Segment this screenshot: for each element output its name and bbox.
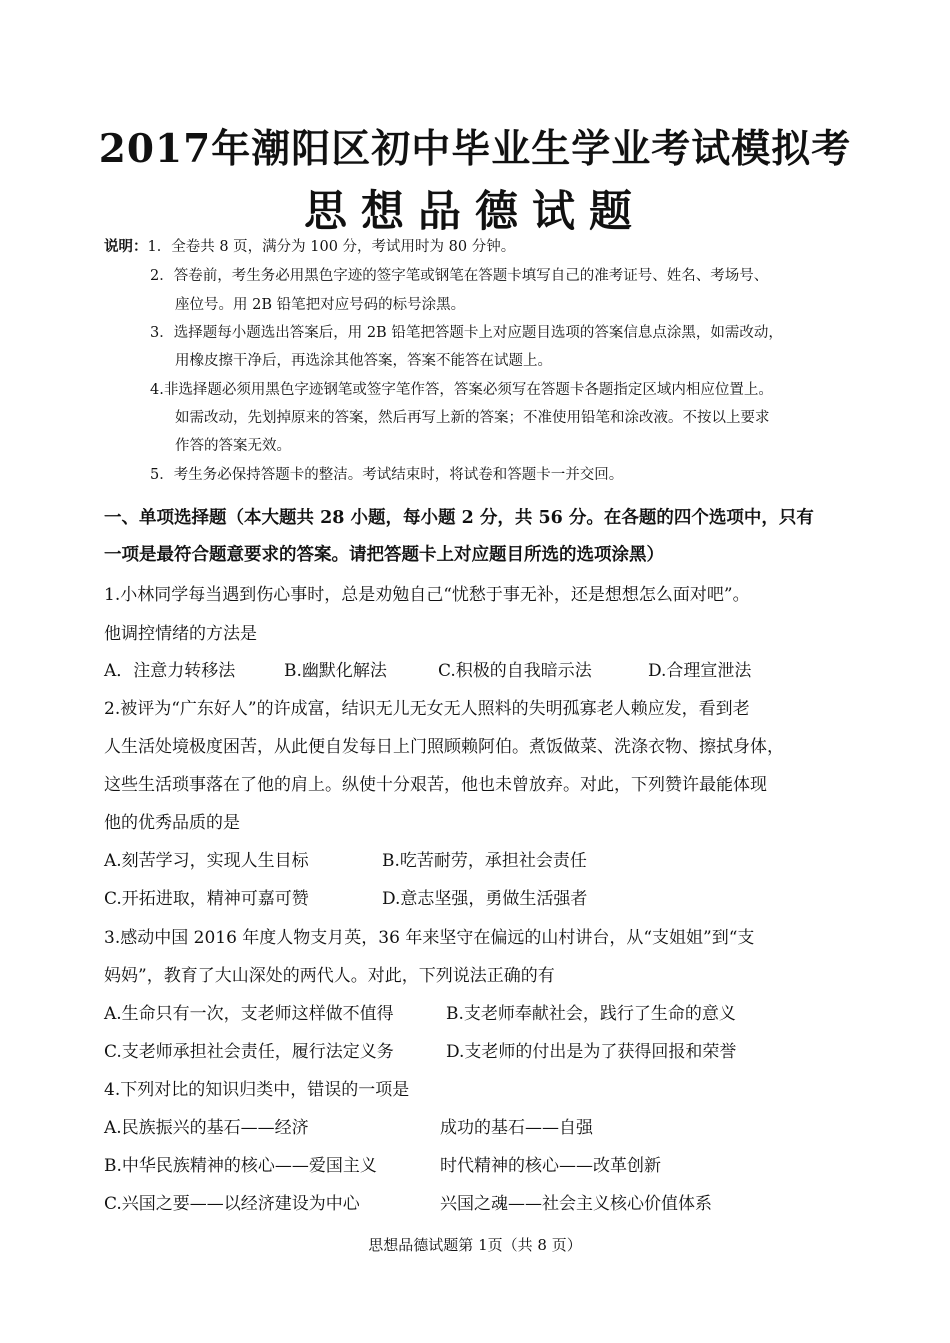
option-a: A．注意力转移法: [104, 661, 236, 681]
exam-title: 2017年潮阳区初中毕业生学业考试模拟考: [98, 126, 852, 172]
option-c-left: C.兴国之要——以经济建设为中心: [104, 1194, 360, 1214]
option-c: C.积极的自我暗示法: [438, 661, 592, 681]
option-a: A.生命只有一次，支老师这样做不值得: [104, 1004, 394, 1024]
instruction-item: 1．全卷共 8 页，满分为 100 分，考试用时为 80 分钟。: [147, 239, 516, 255]
instruction-item: 5．考生务必保持答题卡的整洁。考试结束时，将试卷和答题卡一并交回。: [150, 467, 624, 483]
instruction-item: 座位号。用 2B 铅笔把对应号码的标号涂黑。: [175, 297, 466, 313]
section-heading-cont: 一项是最符合题意要求的答案。请把答题卡上对应题目所选的选项涂黑）: [104, 545, 664, 565]
question-stem: 4.下列对比的知识归类中，错误的一项是: [104, 1080, 410, 1100]
page-footer: 思想品德试题第 1页（共 8 页）: [368, 1236, 582, 1254]
option-a-right: 成功的基石——自强: [440, 1118, 593, 1138]
instruction-item: 4.非选择题必须用黑色字迹钢笔或签字笔作答，答案必须写在答题卡各题指定区域内相应位置上。: [150, 382, 773, 398]
question-stem: 1.小林同学每当遇到伤心事时，总是劝勉自己“忧愁于事无补，还是想想怎么面对吧”。: [104, 585, 750, 605]
option-c: C.支老师承担社会责任，履行法定义务: [104, 1042, 394, 1062]
option-b-left: B.中华民族精神的核心——爱国主义: [104, 1156, 377, 1176]
option-d: D.合理宣泄法: [648, 661, 752, 681]
option-c: C.开拓进取，精神可嘉可赞: [104, 889, 309, 909]
instruction-item: 如需改动，先划掉原来的答案，然后再写上新的答案；不准使用铅笔和涂改液。不按以上要求: [175, 410, 770, 426]
question-stem: 3.感动中国 2016 年度人物支月英，36 年来坚守在偏远的山村讲台，从“支姐姐”到“支: [104, 928, 755, 948]
option-a-left: A.民族振兴的基石——经济: [104, 1118, 309, 1138]
question-stem: 他的优秀品质的是: [104, 813, 240, 833]
option-b: B.支老师奉献社会，践行了生命的意义: [446, 1004, 736, 1024]
option-c-right: 兴国之魂——社会主义核心价值体系: [440, 1194, 712, 1214]
question-stem: 人生活处境极度困苦，从此便自发每日上门照顾赖阿伯。煮饭做菜、洗涤衣物、擦拭身体，: [104, 737, 784, 757]
option-d: D.意志坚强，勇做生活强者: [382, 889, 588, 909]
option-a: A.刻苦学习，实现人生目标: [104, 851, 309, 871]
question-stem: 妈妈”，教育了大山深处的两代人。对此，下列说法正确的有: [104, 966, 555, 986]
question-stem: 2.被评为“广东好人”的许成富，结识无儿无女无人照料的失明孤寡老人赖应发，看到老: [104, 699, 750, 719]
question-stem: 这些生活琐事落在了他的肩上。纵使十分艰苦，他也未曾放弃。对此，下列赞许最能体现: [104, 775, 767, 795]
instruction-item: 用橡皮擦干净后，再选涂其他答案，答案不能答在试题上。: [175, 353, 552, 369]
option-b-right: 时代精神的核心——改革创新: [440, 1156, 661, 1176]
option-b: B.幽默化解法: [284, 661, 387, 681]
instruction-item: 2．答卷前，考生务必用黑色字迹的签字笔或钢笔在答题卡填写自己的准考证号、姓名、考场号、: [150, 268, 769, 284]
question-stem: 他调控情绪的方法是: [104, 624, 257, 644]
section-heading: 一、单项选择题（本大题共 28 小题，每小题 2 分，共 56 分。在各题的四个选项中，只有: [104, 508, 814, 528]
instructions-label: 说明：: [104, 238, 148, 255]
instruction-item: 3．选择题每小题选出答案后，用 2B 铅笔把答题卡上对应题目选项的答案信息点涂黑，如需改动，: [150, 325, 783, 341]
instruction-item: 作答的答案无效。: [175, 438, 291, 454]
exam-subtitle: 思想品德试题: [304, 187, 646, 237]
option-b: B.吃苦耐劳，承担社会责任: [382, 851, 587, 871]
option-d: D.支老师的付出是为了获得回报和荣誉: [446, 1042, 737, 1062]
